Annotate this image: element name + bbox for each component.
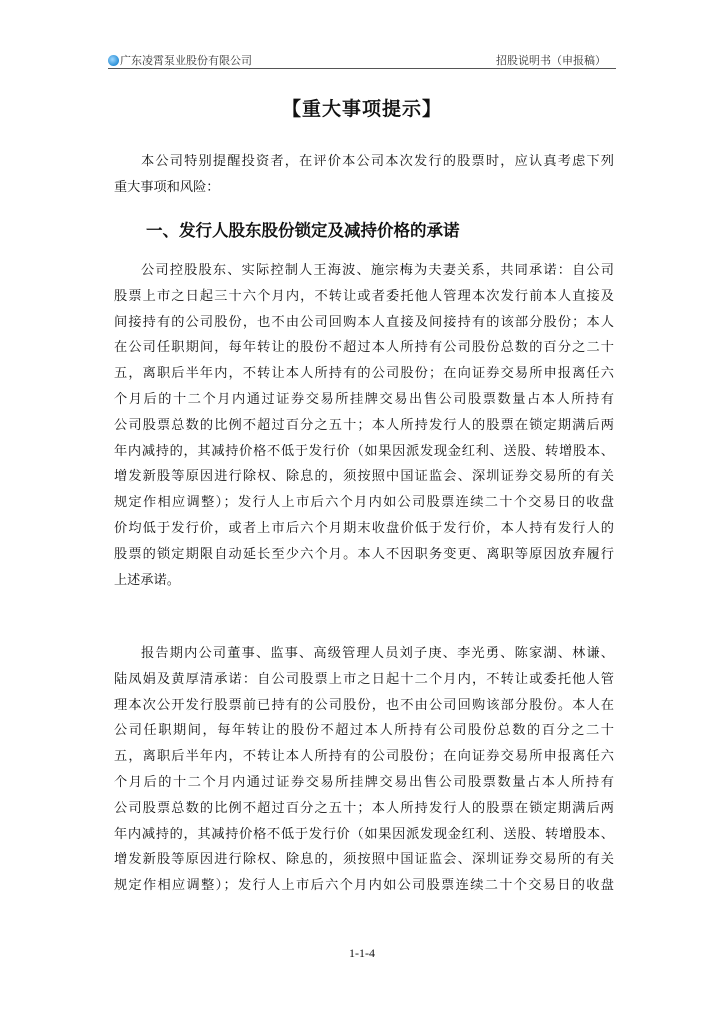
- header-company-name: 广东凌霄泵业股份有限公司: [120, 54, 252, 67]
- paragraph-line: 理本次公开发行股票前已持有的公司股份，也不由公司回购该部分股份。本人在: [114, 697, 614, 713]
- paragraph-line: 增发新股等原因进行除权、除息的，须按照中国证监会、深圳证券交易所的有关: [114, 469, 614, 485]
- section-heading: 一、发行人股东股份锁定及减持价格的承诺: [146, 221, 460, 240]
- paragraph-line: 五，离职后半年内，不转让本人所持有的公司股份；在向证券交易所申报离任六: [114, 366, 614, 382]
- paragraph-line: 股票上市之日起三十六个月内，不转让或者委托他人管理本次发行前本人直接及: [114, 288, 614, 304]
- paragraph-line: 间接持有的公司股份，也不由公司回购本人直接及间接持有的该部分股份；本人: [114, 314, 614, 330]
- paragraph-line: 在公司任职期间，每年转让的股份不超过本人所持有公司股份总数的百分之二十: [114, 340, 614, 356]
- paragraph-line: 年内减持的，其减持价格不低于发行价（如果因派发现金红利、送股、转增股本、: [114, 826, 614, 842]
- intro-line: 本公司特别提醒投资者，在评价本公司本次发行的股票时，应认真考虑下列: [141, 154, 614, 169]
- paragraph-line: 规定作相应调整）；发行人上市后六个月内如公司股票连续二十个交易日的收盘: [114, 878, 614, 894]
- header-left: [108, 52, 252, 68]
- paragraph-line: 上述承诺。: [114, 572, 180, 588]
- paragraph-line: 年内减持的，其减持价格不低于发行价（如果因派发现金红利、送股、转增股本、: [114, 443, 614, 459]
- paragraph-line: 报告期内公司董事、监事、高级管理人员刘子庚、李光勇、陈家湖、林谦、: [141, 646, 614, 661]
- paragraph-controlling-shareholder: [114, 258, 614, 593]
- page-number: 1-1-4: [349, 946, 375, 960]
- intro-paragraph: [114, 149, 614, 201]
- paragraph-line: 个月后的十二个月内通过证券交易所挂牌交易出售公司股票数量占本人所持有: [114, 774, 614, 790]
- intro-line: 重大事项和风险：: [114, 179, 220, 195]
- paragraph-line: 个月后的十二个月内通过证券交易所挂牌交易出售公司股票数量占本人所持有: [114, 391, 614, 407]
- paragraph-line: 增发新股等原因进行除权、除息的，须按照中国证监会、深圳证券交易所的有关: [114, 852, 614, 868]
- paragraph-line: 五，离职后半年内，不转让本人所持有的公司股份；在向证券交易所申报离任六: [114, 749, 614, 765]
- paragraph-line: 陆凤娟及黄厚清承诺：自公司股票上市之日起十二个月内，不转让或委托他人管: [114, 671, 614, 687]
- paragraph-line: 公司股票总数的比例不超过百分之五十；本人所持发行人的股票在锁定期满后两: [114, 800, 614, 816]
- page-header: [108, 50, 616, 69]
- paragraph-directors: [114, 641, 614, 899]
- paragraph-line: 公司控股股东、实际控制人王海波、施宗梅为夫妻关系，共同承诺：自公司: [141, 263, 614, 278]
- paragraph-line: 价均低于发行价，或者上市后六个月期末收盘价低于发行价，本人持有发行人的: [114, 520, 614, 536]
- paragraph-line: 股票的锁定期限自动延长至少六个月。本人不因职务变更、离职等原因放弃履行: [114, 546, 614, 562]
- paragraph-line: 公司股票总数的比例不超过百分之五十；本人所持发行人的股票在锁定期满后两: [114, 417, 614, 433]
- paragraph-line: 公司任职期间，每年转让的股份不超过本人所持有公司股份总数的百分之二十: [114, 723, 614, 739]
- company-logo-icon: [108, 55, 119, 66]
- paragraph-line: 规定作相应调整）；发行人上市后六个月内如公司股票连续二十个交易日的收盘: [114, 495, 614, 511]
- header-doc-type: 招股说明书（申报稿）: [496, 54, 606, 67]
- page-title: 【重大事项提示】: [281, 98, 442, 120]
